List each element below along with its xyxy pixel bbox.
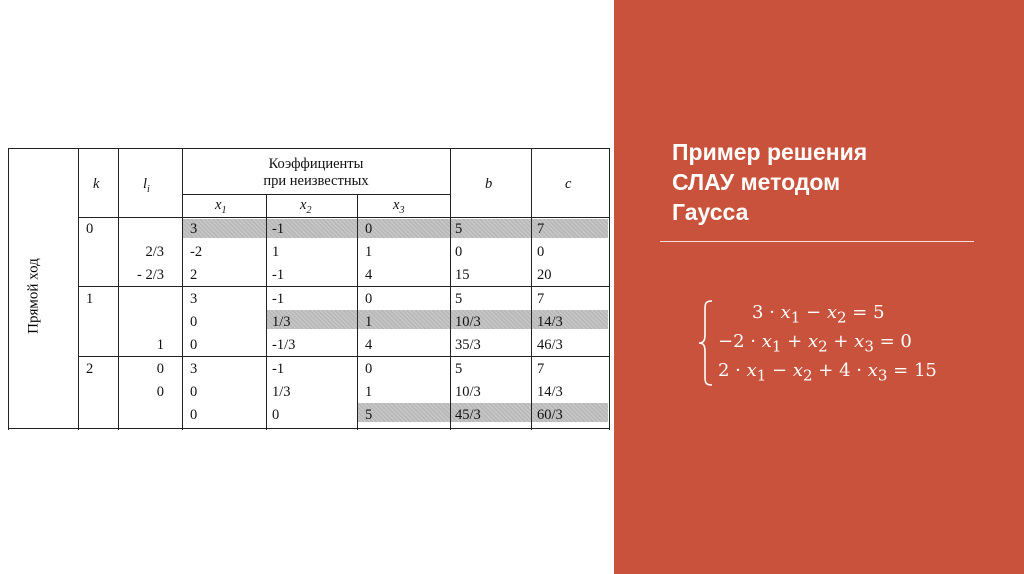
- cell-c: 7: [537, 291, 545, 307]
- equation-3: $2 \cdot x_1 - x_2 + 4 \cdot x_3 = 15$: [718, 360, 937, 385]
- cell-c: 7: [537, 361, 545, 377]
- cell-b: 10/3: [455, 314, 481, 330]
- header-c: c: [565, 176, 572, 192]
- cell-x3: 1: [365, 384, 373, 400]
- cell-b: 5: [455, 291, 463, 307]
- cell-k: 1: [86, 291, 94, 307]
- pivot-row-highlight-3: [357, 403, 608, 422]
- cell-c: 20: [537, 267, 552, 283]
- col-line-x2: [266, 194, 267, 430]
- table-bottom-border: [8, 428, 610, 429]
- header-x3: $x_3$: [393, 197, 405, 216]
- cell-x3: 0: [365, 221, 373, 237]
- cell-x1: 3: [190, 221, 198, 237]
- col-line-c: [531, 148, 532, 430]
- cell-l: 0: [156, 384, 164, 400]
- cell-x1: 0: [190, 337, 198, 353]
- cell-b: 15: [455, 267, 470, 283]
- cell-x1: -2: [190, 244, 203, 260]
- header-b: b: [485, 176, 493, 192]
- cell-x1: 3: [190, 361, 198, 377]
- cell-l: 2/3: [145, 244, 164, 260]
- cell-b: 10/3: [455, 384, 481, 400]
- cell-x2: -1/3: [272, 337, 296, 353]
- header-k: k: [93, 176, 100, 192]
- cell-x2: -1: [272, 291, 285, 307]
- title-divider: [660, 241, 974, 242]
- cell-k: 2: [86, 361, 94, 377]
- cell-x3: 0: [365, 291, 373, 307]
- cell-x3: 4: [365, 267, 373, 283]
- cell-l: 1: [156, 337, 164, 353]
- header-coef-line1: Коэффициенты: [268, 156, 364, 172]
- cell-x1: 0: [190, 407, 198, 423]
- header-x1: $x_1$: [215, 197, 227, 216]
- cell-x1: 0: [190, 314, 198, 330]
- cell-l: - 2/3: [137, 267, 164, 283]
- table-left-border: [8, 148, 9, 430]
- col-line-x1: [182, 148, 183, 430]
- cell-c: 0: [537, 244, 545, 260]
- equation-2: $-2 \cdot x_1 + x_2 + x_3 = 0$: [718, 331, 912, 356]
- cell-x2: 0: [272, 407, 280, 423]
- cell-x2: 1/3: [272, 384, 291, 400]
- cell-c: 7: [537, 221, 545, 237]
- cell-x2: -1: [272, 267, 285, 283]
- cell-x2: -1: [272, 361, 285, 377]
- cell-x1: 2: [190, 267, 198, 283]
- header-l: $l_i$: [143, 176, 150, 195]
- table-top-border: [8, 148, 610, 149]
- slide-title-line1: Пример решения: [672, 139, 868, 165]
- cell-x2: -1: [272, 221, 285, 237]
- col-line-b: [450, 148, 451, 430]
- equation-1: $3 \cdot x_1 - x_2 = 5$: [752, 302, 885, 327]
- cell-x1: 0: [190, 384, 198, 400]
- cell-b: 0: [455, 244, 463, 260]
- slide-title: [672, 137, 1002, 227]
- cell-c: 60/3: [537, 407, 563, 423]
- cell-l: 0: [156, 361, 164, 377]
- header-coefficients: [182, 156, 450, 190]
- title-panel: [614, 0, 1024, 574]
- cell-b: 35/3: [455, 337, 481, 353]
- cell-x2: 1/3: [272, 314, 291, 330]
- header-x2: $x_2$: [300, 197, 312, 216]
- cell-c: 46/3: [537, 337, 563, 353]
- col-line-k: [78, 148, 79, 430]
- cell-k: 0: [86, 221, 94, 237]
- system-brace: [698, 300, 714, 386]
- coef-subheader-line: [182, 194, 450, 195]
- table-right-border: [609, 148, 610, 430]
- cell-x2: 1: [272, 244, 280, 260]
- slide-title-line2: СЛАУ методом: [672, 169, 841, 195]
- cell-c: 14/3: [537, 384, 563, 400]
- header-coef-line2: при неизвестных: [263, 173, 369, 189]
- col-line-x3: [357, 194, 358, 430]
- cell-x3: 1: [365, 314, 373, 330]
- cell-b: 45/3: [455, 407, 481, 423]
- cell-x3: 5: [365, 407, 373, 423]
- cell-b: 5: [455, 221, 463, 237]
- cell-c: 14/3: [537, 314, 563, 330]
- cell-x3: 1: [365, 244, 373, 260]
- cell-x3: 0: [365, 361, 373, 377]
- cell-b: 5: [455, 361, 463, 377]
- forward-pass-label: Прямой ход: [25, 258, 42, 334]
- cell-x1: 3: [190, 291, 198, 307]
- cell-x3: 4: [365, 337, 373, 353]
- slide-title-line3: Гаусса: [672, 199, 749, 225]
